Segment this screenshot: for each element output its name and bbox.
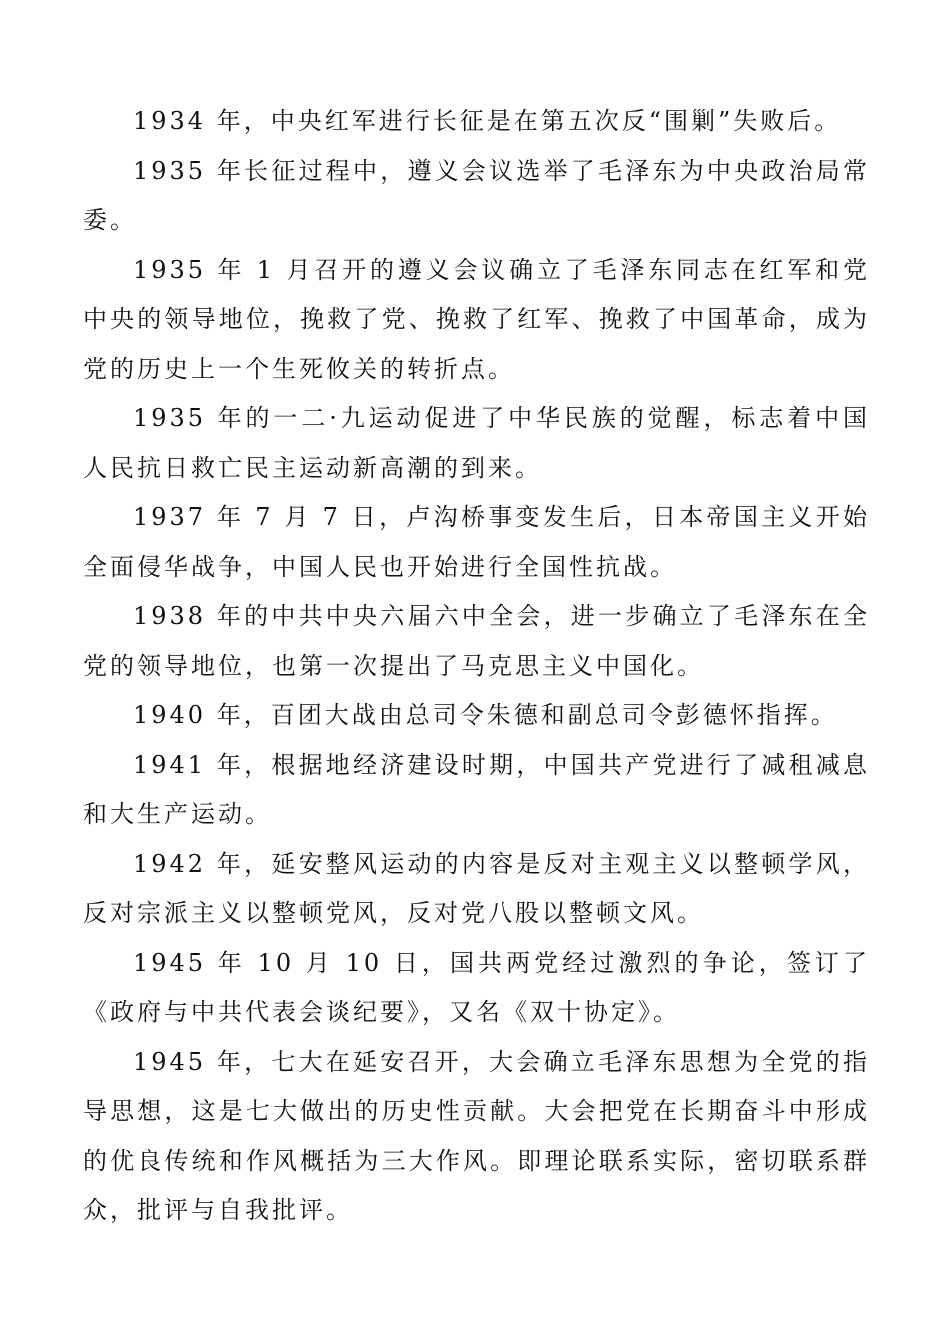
paragraph-1945-seventh-congress: 1945 年，七大在延安召开，大会确立毛泽东思想为全党的指导思想，这是七大做出的历史性贡献。大会把党在长期奋斗中形成的优良传统和作风概括为三大作风。即理论联系实际，密切联系群众，批评与自我批评。 <box>83 1047 870 1224</box>
paragraph-1935-zunyi-meeting: 1935 年 1 月召开的遵义会议确立了毛泽东同志在红军和党中央的领导地位，挽救了党、挽救了红军、挽救了中国革命，成为党的历史上一个生死攸关的转折点。 <box>83 255 870 383</box>
paragraph-1941-economy: 1941 年，根据地经济建设时期，中国共产党进行了减租减息和大生产运动。 <box>83 750 870 828</box>
document-body <box>83 97 870 1236</box>
paragraph-1938-plenary: 1938 年的中共中央六届六中全会，进一步确立了毛泽东在全党的领导地位，也第一次提出了马克思主义中国化。 <box>83 602 870 680</box>
paragraph-1935-politburo: 1935 年长征过程中，遵义会议选举了毛泽东为中央政治局常委。 <box>83 156 870 234</box>
paragraph-1940-hundred-regiments: 1940 年，百团大战由总司令朱德和副总司令彭德怀指挥。 <box>133 701 838 729</box>
paragraph-1934-long-march: 1934 年，中央红军进行长征是在第五次反“围剿”失败后。 <box>133 107 842 135</box>
paragraph-1942-rectification: 1942 年，延安整风运动的内容是反对主观主义以整顿学风，反对宗派主义以整顿党风，反对党八股以整顿文风。 <box>83 849 870 927</box>
paragraph-1935-december-9: 1935 年的一二·九运动促进了中华民族的觉醒，标志着中国人民抗日救亡民主运动新高潮的到来。 <box>83 404 870 482</box>
paragraph-1937-marco-polo-bridge: 1937 年 7 月 7 日，卢沟桥事变发生后，日本帝国主义开始全面侵华战争，中国人民也开始进行全国性抗战。 <box>83 503 870 581</box>
paragraph-1945-double-tenth: 1945 年 10 月 10 日，国共两党经过激烈的争论，签订了《政府与中共代表会谈纪要》，又名《双十协定》。 <box>83 948 870 1026</box>
